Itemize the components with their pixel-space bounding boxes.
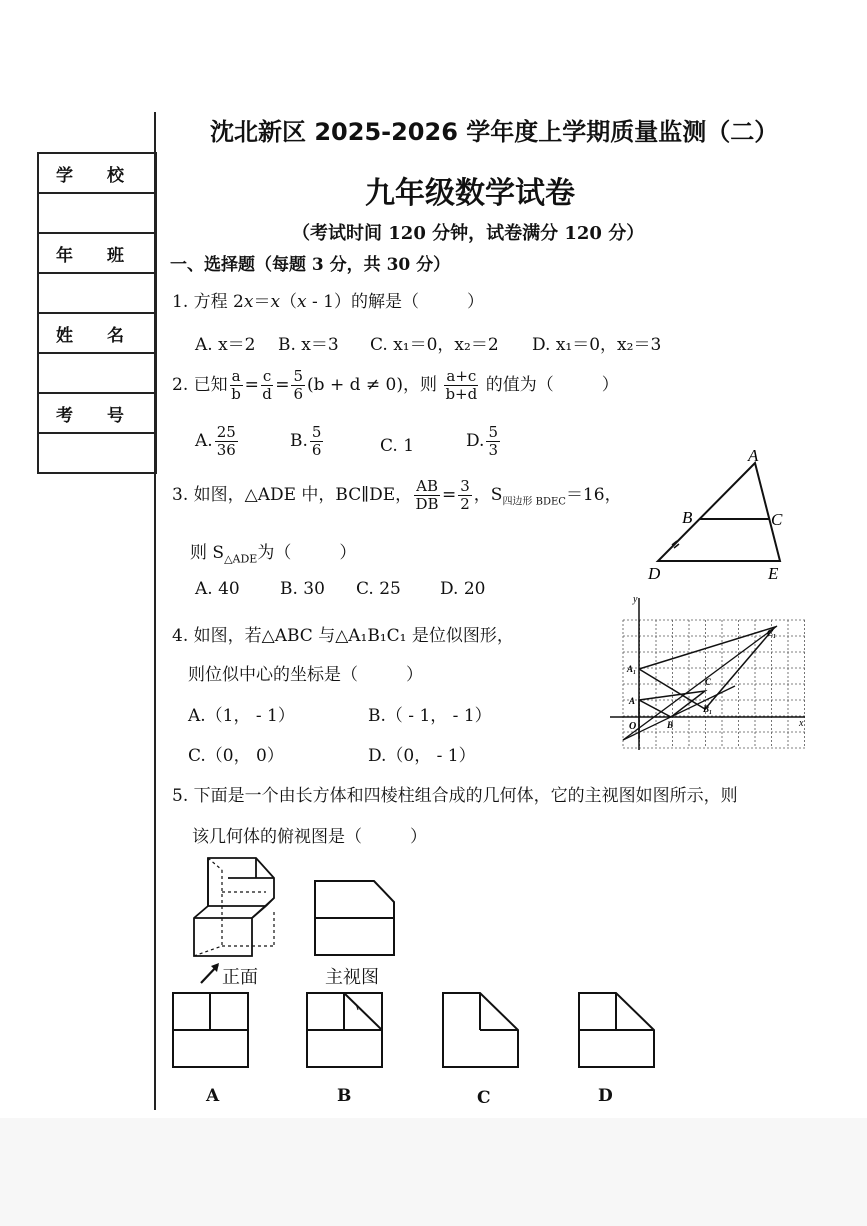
center-line-c	[623, 626, 777, 740]
solid-3d-figure	[188, 852, 300, 960]
q4-option-c[interactable]: C.（0， 0）	[188, 746, 284, 766]
front-label: 正面	[222, 967, 258, 988]
q2-option-d[interactable]: D. $\frac{5}{3}$	[466, 423, 498, 459]
solid-outline	[194, 858, 274, 956]
y-axis-label: y	[633, 594, 638, 605]
q5-option-b-figure[interactable]	[304, 990, 386, 1072]
q3-option-d[interactable]: D. 20	[440, 579, 486, 599]
exam-number-field[interactable]	[39, 434, 155, 472]
q5-option-b-label[interactable]: B	[337, 1086, 352, 1106]
question-5-stem: 5. 下面是一个由长方体和四棱柱组合成的几何体，它的主视图如图所示，则	[172, 786, 738, 806]
q3-option-c[interactable]: C. 25	[356, 579, 401, 599]
q1-option-c[interactable]: C. x₁＝0，x₂＝2	[370, 335, 499, 355]
q5-option-a-label[interactable]: A	[206, 1086, 220, 1106]
point-c-label: C	[771, 510, 783, 529]
question-3-stem: 3. 如图，△ADE 中，BC∥DE， $\frac{AB}{DB}$ = $\frac{3}{2}$ ，$S_{四边形 BDEC}=16$，	[172, 477, 622, 513]
point-e-label: E	[768, 564, 779, 583]
school-field[interactable]	[39, 194, 155, 234]
q5-option-a-figure[interactable]	[170, 990, 252, 1072]
point-a-label: A	[629, 696, 636, 706]
point-a1-label: A₁	[627, 664, 637, 674]
exam-number-label: 考 号	[39, 394, 155, 434]
question-5-line2: 该几何体的俯视图是（ ）	[192, 827, 427, 847]
q4-option-d[interactable]: D.（0， - 1）	[368, 746, 476, 766]
q5-option-d-label[interactable]: D	[598, 1086, 613, 1106]
exam-subtitle: 九年级数学试卷	[365, 176, 575, 211]
question-4-stem: 4. 如图，若△ABC 与△A₁B₁C₁ 是位似图形，	[172, 626, 514, 646]
point-b1-label: B₁	[703, 704, 713, 714]
name-label: 姓 名	[39, 314, 155, 354]
q1-option-d[interactable]: D. x₁＝0，x₂＝3	[532, 335, 662, 355]
school-label: 学 校	[39, 154, 155, 194]
q2-option-c[interactable]: C. 1	[380, 436, 415, 456]
class-field[interactable]	[39, 274, 155, 314]
point-a-label: A	[748, 446, 759, 465]
grid-lines	[623, 620, 805, 748]
section-heading: 一、选择题（每题 3 分，共 30 分）	[170, 255, 451, 275]
point-c-label: C	[705, 677, 712, 687]
q2-option-a[interactable]: A. $\frac{25}{36}$	[195, 423, 236, 459]
q1-option-b[interactable]: B. x＝3	[278, 335, 339, 355]
q5-option-d-figure[interactable]	[576, 990, 658, 1072]
point-d-label: D	[648, 564, 661, 583]
main-view-figure	[312, 878, 398, 958]
triangle-ade-figure	[640, 445, 800, 585]
coordinate-grid-figure	[605, 590, 810, 755]
q5-option-c-label[interactable]: C	[477, 1088, 491, 1108]
q3-option-a[interactable]: A. 40	[195, 579, 240, 599]
main-view-label: 主视图	[325, 967, 379, 988]
q4-option-a[interactable]: A.（1， - 1）	[188, 706, 295, 726]
question-1-stem: 1. 方程 2x＝x（x - 1）的解是（ ）	[172, 292, 484, 312]
point-b-label: B	[667, 720, 674, 730]
origin-label: O	[629, 721, 637, 732]
question-4-line2: 则位似中心的坐标是（ ）	[188, 665, 423, 685]
q1-option-a[interactable]: A. x＝2	[195, 335, 256, 355]
x-axis-label: x	[799, 718, 804, 729]
student-info-box	[37, 152, 157, 474]
q2-option-b[interactable]: B. $\frac{5}{6}$	[290, 423, 322, 459]
point-b-label: B	[682, 508, 693, 527]
point-c1-label: C₁	[767, 628, 777, 638]
class-label: 年 班	[39, 234, 155, 274]
question-2-stem: 2. 已知 $\frac{a}{b}$ = $\frac{c}{d}$ = $\frac{5}{6}$ (b + d ≠ 0)，则 $\frac{a+c}{b+d}$ 的值为（ ）	[172, 367, 619, 403]
name-field[interactable]	[39, 354, 155, 394]
q3-option-b[interactable]: B. 30	[280, 579, 325, 599]
q4-option-b[interactable]: B.（ - 1， - 1）	[368, 706, 492, 726]
question-3-line2: 则 $S_{\triangle ADE}$为（ ）	[190, 543, 357, 566]
exam-info: （考试时间 120 分钟，试卷满分 120 分）	[292, 223, 645, 244]
front-arrow-icon	[198, 960, 222, 986]
exam-title: 沈北新区 2025-2026 学年度上学期质量监测（二）	[210, 118, 779, 146]
q5-option-c-figure[interactable]	[440, 990, 522, 1072]
